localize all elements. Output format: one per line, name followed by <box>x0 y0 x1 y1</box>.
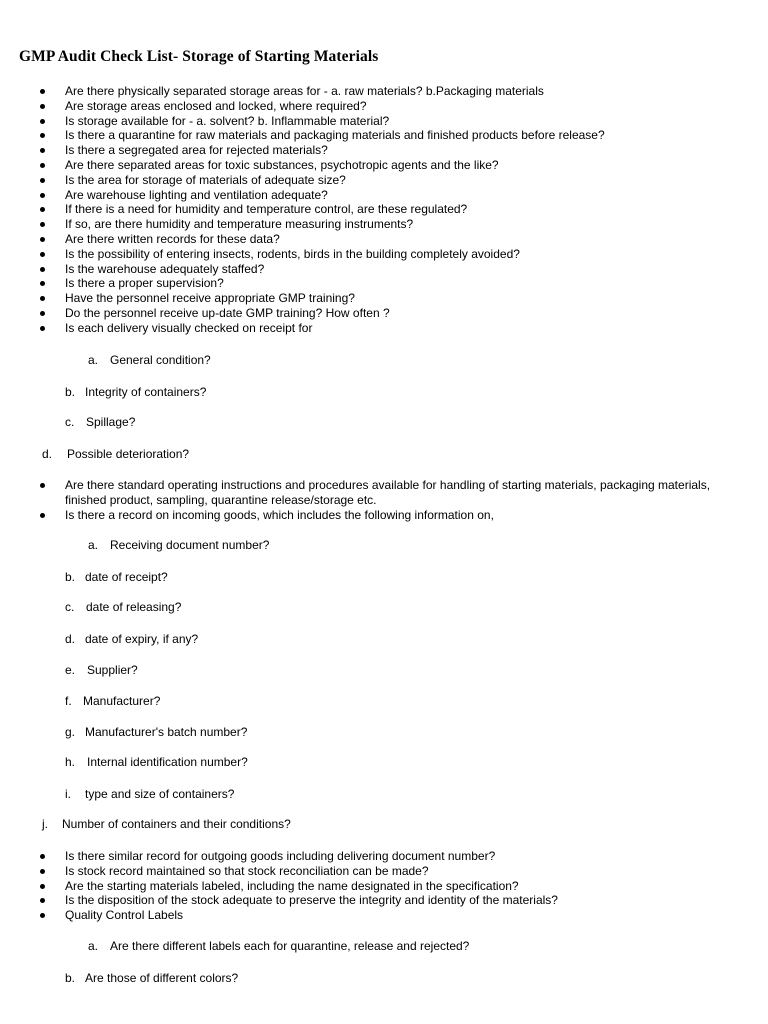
bullet-icon <box>40 311 45 316</box>
bullet-icon <box>40 237 45 242</box>
bullet-icon <box>40 296 45 301</box>
bullet-icon <box>40 104 45 109</box>
list-item: • Are there standard operating instructions and procedures available for handling of starting materials, packaging materials, finished product, sampling, quarantine release/storage etc. <box>0 478 768 508</box>
list-item: • If so, are there humidity and temperature measuring instruments? <box>0 217 768 232</box>
list-item: • Quality Control Labels <box>0 908 768 923</box>
record-field-item: e. Supplier? <box>65 663 138 677</box>
list-item: • Is there a proper supervision? <box>0 276 768 291</box>
procedure-questions-list <box>0 478 768 522</box>
record-field-item: f. Manufacturer? <box>65 694 161 708</box>
list-item: • Do the personnel receive up-date GMP training? How often ? <box>0 306 768 321</box>
bullet-icon <box>40 854 45 859</box>
bullet-icon <box>40 884 45 889</box>
bullet-icon <box>40 222 45 227</box>
bullet-icon <box>40 913 45 918</box>
delivery-check-item: c. Spillage? <box>65 415 136 429</box>
list-item: • Is there a segregated area for rejected materials? <box>0 143 768 158</box>
bullet-icon <box>40 119 45 124</box>
list-item: • Are there written records for these data? <box>0 232 768 247</box>
list-item: • Are storage areas enclosed and locked, where required? <box>0 99 768 114</box>
list-item: • Is the warehouse adequately staffed? <box>0 262 768 277</box>
record-field-item: j. Number of containers and their conditions? <box>42 817 291 831</box>
bullet-icon <box>40 193 45 198</box>
bullet-icon <box>40 267 45 272</box>
bullet-icon <box>40 898 45 903</box>
list-item: • Is there a record on incoming goods, which includes the following information on, <box>0 508 768 523</box>
bullet-icon <box>40 483 45 488</box>
list-item: • Is there a quarantine for raw materials and packaging materials and finished products before release? <box>0 128 768 143</box>
storage-questions-list <box>0 84 768 336</box>
stock-questions-list <box>0 849 768 923</box>
list-item: • Have the personnel receive appropriate GMP training? <box>0 291 768 306</box>
list-item: • Are warehouse lighting and ventilation adequate? <box>0 188 768 203</box>
record-field-item: b. date of receipt? <box>65 570 168 584</box>
bullet-icon <box>40 869 45 874</box>
list-item: • Is the disposition of the stock adequate to preserve the integrity and identity of the materials? <box>0 893 768 908</box>
list-item: • Is stock record maintained so that stock reconciliation can be made? <box>0 864 768 879</box>
delivery-check-item: d. Possible deterioration? <box>42 447 190 461</box>
delivery-check-item: b. Integrity of containers? <box>65 385 207 399</box>
list-item: • Are the starting materials labeled, including the name designated in the specification? <box>0 879 768 894</box>
delivery-check-item: a. General condition? <box>88 353 211 367</box>
bullet-icon <box>40 163 45 168</box>
bullet-icon <box>40 281 45 286</box>
bullet-icon <box>40 252 45 257</box>
bullet-icon <box>40 148 45 153</box>
bullet-icon <box>40 89 45 94</box>
bullet-icon <box>40 178 45 183</box>
bullet-icon <box>40 207 45 212</box>
bullet-icon <box>40 326 45 331</box>
bullet-icon <box>40 133 45 138</box>
list-item: • Is each delivery visually checked on receipt for <box>0 321 768 336</box>
list-item: • Are there physically separated storage areas for - a. raw materials? b.Packaging materials <box>0 84 768 99</box>
list-item: • If there is a need for humidity and temperature control, are these regulated? <box>0 202 768 217</box>
page-title: GMP Audit Check List- Storage of Starting Materials <box>19 48 379 65</box>
record-field-item: g. Manufacturer's batch number? <box>65 725 248 739</box>
list-item: • Is there similar record for outgoing goods including delivering document number? <box>0 849 768 864</box>
list-item: • Are there separated areas for toxic substances, psychotropic agents and the like? <box>0 158 768 173</box>
list-item: • Is the area for storage of materials of adequate size? <box>0 173 768 188</box>
label-check-item: a. Are there different labels each for quarantine, release and rejected? <box>88 939 470 953</box>
label-check-item: b. Are those of different colors? <box>65 971 239 985</box>
record-field-item: i. type and size of containers? <box>65 787 235 801</box>
record-field-item: d. date of expiry, if any? <box>65 632 199 646</box>
record-field-item: c. date of releasing? <box>65 600 182 614</box>
bullet-icon <box>40 513 45 518</box>
record-field-item: h. Internal identification number? <box>65 755 248 769</box>
record-field-item: a. Receiving document number? <box>88 538 270 552</box>
list-item: • Is the possibility of entering insects, rodents, birds in the building completely avoided? <box>0 247 768 262</box>
list-item: • Is storage available for - a. solvent? b. Inflammable material? <box>0 114 768 129</box>
